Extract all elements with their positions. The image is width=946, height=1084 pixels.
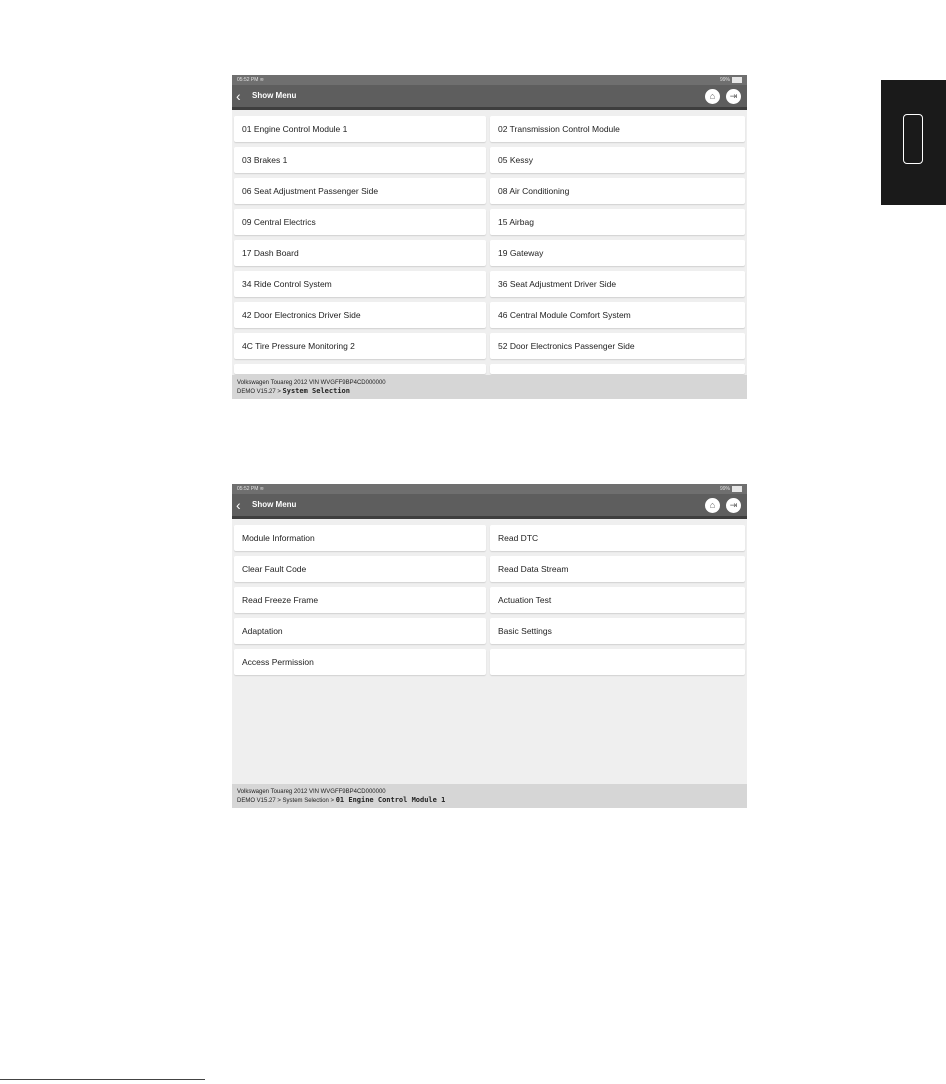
system-item[interactable]: 15 Airbag <box>490 209 745 235</box>
status-bar <box>232 484 747 494</box>
title-bar <box>232 85 747 110</box>
system-item[interactable]: 02 Transmission Control Module <box>490 116 745 142</box>
wifi-icon: ≋ <box>259 77 264 83</box>
system-item[interactable]: 05 Kessy <box>490 147 745 173</box>
chevron-left-icon[interactable]: ‹ <box>236 497 241 513</box>
function-item[interactable]: Module Information <box>234 525 486 551</box>
system-item[interactable]: 09 Central Electrics <box>234 209 486 235</box>
breadcrumb-prefix: DEMO V15.27 > <box>237 389 281 395</box>
function-item[interactable]: Clear Fault Code <box>234 556 486 582</box>
chevron-left-icon[interactable]: ‹ <box>236 88 241 104</box>
vehicle-info: Volkswagen Touareg 2012 VIN WVGFF9BP4CD000000 <box>237 380 386 386</box>
function-list <box>232 519 747 675</box>
function-item[interactable]: Read DTC <box>490 525 745 551</box>
system-item[interactable]: 4C Tire Pressure Monitoring 2 <box>234 333 486 359</box>
system-item[interactable]: 17 Dash Board <box>234 240 486 266</box>
status-time: 05:52 PM <box>237 77 259 83</box>
empty-item <box>490 649 745 675</box>
breadcrumb-current: System Selection <box>282 387 350 395</box>
exit-icon[interactable]: ⇥ <box>726 89 741 104</box>
battery-level: 99% <box>719 486 730 492</box>
vehicle-footer <box>232 784 747 808</box>
system-item[interactable]: 08 Air Conditioning <box>490 178 745 204</box>
page-title: Show Menu <box>252 91 297 100</box>
system-item[interactable]: 34 Ride Control System <box>234 271 486 297</box>
system-selection-screen <box>232 75 747 399</box>
status-time: 05:52 PM <box>237 486 259 492</box>
system-item-partial[interactable] <box>490 364 745 374</box>
system-item[interactable]: 01 Engine Control Module 1 <box>234 116 486 142</box>
battery-icon <box>732 486 742 492</box>
status-bar <box>232 75 747 85</box>
function-item[interactable]: Basic Settings <box>490 618 745 644</box>
system-item[interactable]: 36 Seat Adjustment Driver Side <box>490 271 745 297</box>
breadcrumb <box>237 796 742 805</box>
system-item[interactable]: 46 Central Module Comfort System <box>490 302 745 328</box>
battery-icon <box>732 77 742 83</box>
system-item[interactable]: 06 Seat Adjustment Passenger Side <box>234 178 486 204</box>
exit-icon[interactable]: ⇥ <box>726 498 741 513</box>
breadcrumb-current: 01 Engine Control Module 1 <box>335 796 446 804</box>
function-item[interactable]: Actuation Test <box>490 587 745 613</box>
breadcrumb-prefix: DEMO V15.27 > System Selection > <box>237 798 335 804</box>
function-item[interactable]: Read Freeze Frame <box>234 587 486 613</box>
system-item[interactable]: 19 Gateway <box>490 240 745 266</box>
function-item[interactable]: Adaptation <box>234 618 486 644</box>
vehicle-info: Volkswagen Touareg 2012 VIN WVGFF9BP4CD000000 <box>237 789 386 795</box>
function-item[interactable]: Access Permission <box>234 649 486 675</box>
system-item[interactable]: 52 Door Electronics Passenger Side <box>490 333 745 359</box>
home-icon[interactable]: ⌂ <box>705 498 720 513</box>
system-item[interactable]: 42 Door Electronics Driver Side <box>234 302 486 328</box>
title-bar <box>232 494 747 519</box>
page-title: Show Menu <box>252 500 297 509</box>
chapter-tab <box>881 80 946 205</box>
wifi-icon: ≋ <box>259 486 264 492</box>
function-item[interactable]: Read Data Stream <box>490 556 745 582</box>
system-list <box>232 110 747 374</box>
breadcrumb <box>237 387 742 396</box>
system-item-partial[interactable] <box>234 364 486 374</box>
divider <box>0 1079 205 1080</box>
home-icon[interactable]: ⌂ <box>705 89 720 104</box>
battery-level: 99% <box>719 77 730 83</box>
device-outline-icon <box>903 114 923 164</box>
vehicle-footer <box>232 375 747 399</box>
function-menu-screen <box>232 484 747 808</box>
system-item[interactable]: 03 Brakes 1 <box>234 147 486 173</box>
